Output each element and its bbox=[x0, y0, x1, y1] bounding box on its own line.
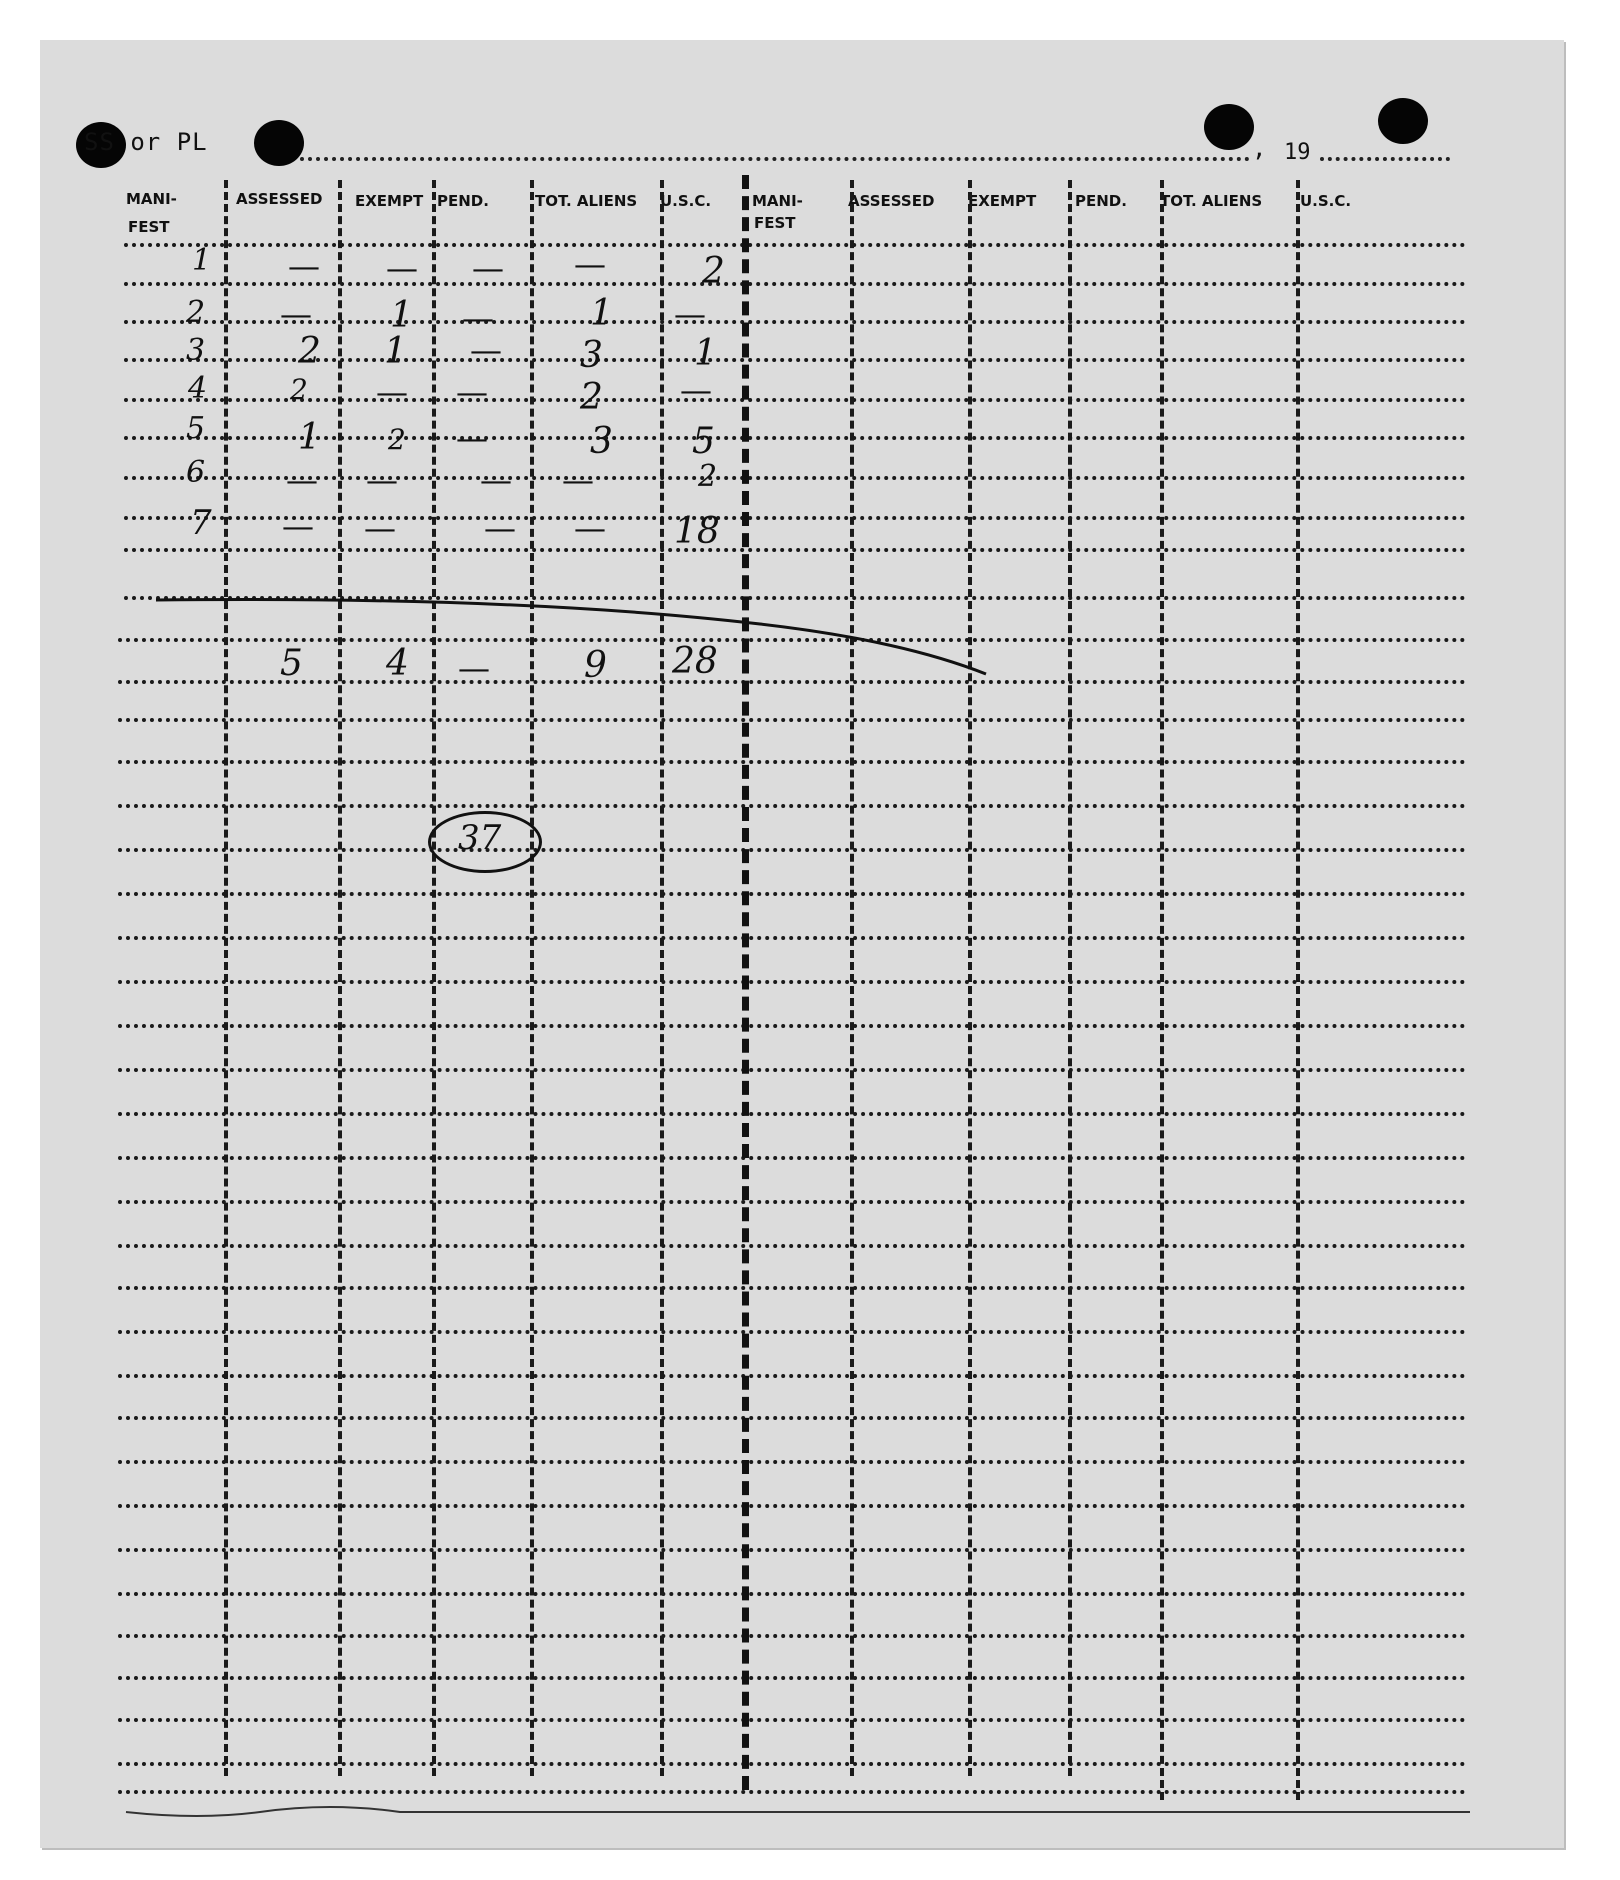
total-tot-aliens: 9 bbox=[584, 645, 607, 686]
row2-manifest: 2 bbox=[186, 295, 206, 330]
row2-assessed: — bbox=[280, 295, 312, 333]
row3-pend: — bbox=[470, 331, 502, 369]
row5-assessed: 1 bbox=[298, 417, 321, 458]
row2-usc: — bbox=[674, 295, 706, 333]
row3-usc: 1 bbox=[694, 333, 717, 374]
col-pend-right: PEND. bbox=[1075, 192, 1127, 210]
row4-exempt: — bbox=[376, 373, 408, 411]
row7-assessed: — bbox=[282, 507, 314, 545]
row2-exempt: 1 bbox=[390, 295, 413, 336]
col-assessed-left: ASSESSED bbox=[236, 190, 323, 208]
col-manifest-right-2: FEST bbox=[754, 214, 796, 232]
row7-exempt: — bbox=[364, 509, 396, 547]
row4-tot-aliens: 2 bbox=[580, 377, 603, 418]
vessel-label: SS or PL bbox=[84, 128, 208, 156]
row7-usc: 18 bbox=[674, 511, 720, 552]
year-comma: , bbox=[1252, 134, 1267, 162]
total-exempt: 4 bbox=[386, 643, 409, 684]
row1-assessed: — bbox=[288, 247, 320, 285]
col-pend-left: PEND. bbox=[437, 192, 489, 210]
row4-manifest: 4 bbox=[188, 371, 208, 406]
row4-usc: — bbox=[680, 371, 712, 409]
row3-tot-aliens: 3 bbox=[580, 335, 603, 376]
row5-tot-aliens: 3 bbox=[590, 421, 613, 462]
row6-manifest: 6 bbox=[186, 455, 206, 490]
row1-tot-aliens: — bbox=[574, 245, 606, 283]
year-label: 19 bbox=[1284, 140, 1311, 165]
row1-manifest: 1 bbox=[192, 243, 212, 278]
col-exempt-left: EXEMPT bbox=[355, 192, 424, 210]
row5-usc: 5 bbox=[692, 421, 715, 462]
row1-usc: 2 bbox=[702, 251, 725, 292]
row6-assessed: — bbox=[286, 461, 318, 499]
col-usc-left: U.S.C. bbox=[660, 192, 712, 210]
row2-tot-aliens: 1 bbox=[590, 293, 613, 334]
col-assessed-right: ASSESSED bbox=[848, 192, 935, 210]
grand-total: 37 bbox=[458, 818, 502, 858]
col-usc-right: U.S.C. bbox=[1300, 192, 1352, 210]
col-manifest-left-2: FEST bbox=[128, 218, 170, 236]
row1-pend: — bbox=[472, 249, 504, 287]
row6-exempt: — bbox=[366, 461, 398, 499]
row4-assessed: 2 bbox=[290, 373, 308, 406]
row5-exempt: 2 bbox=[388, 423, 406, 456]
row1-exempt: — bbox=[386, 249, 418, 287]
col-tot-aliens-right: TOT. ALIENS bbox=[1160, 192, 1263, 210]
bottom-wavy-line bbox=[126, 1807, 1470, 1816]
col-manifest-left: MANI- bbox=[126, 190, 177, 208]
row4-pend: — bbox=[456, 373, 488, 411]
row7-manifest: 7 bbox=[190, 503, 212, 543]
row7-tot-aliens: — bbox=[574, 509, 606, 547]
total-assessed: 5 bbox=[280, 643, 303, 684]
row6-tot-aliens: — bbox=[562, 461, 594, 499]
row3-assessed: 2 bbox=[298, 331, 321, 372]
total-pend: — bbox=[458, 649, 490, 687]
row6-pend: — bbox=[480, 461, 512, 499]
separator-stroke bbox=[156, 600, 986, 675]
col-manifest-right: MANI- bbox=[752, 192, 803, 210]
total-usc: 28 bbox=[672, 641, 718, 682]
row3-exempt: 1 bbox=[384, 331, 407, 372]
col-exempt-right: EXEMPT bbox=[968, 192, 1037, 210]
row2-pend: — bbox=[462, 299, 494, 337]
row6-usc: 2 bbox=[698, 459, 718, 494]
row5-pend: — bbox=[456, 419, 488, 457]
row5-manifest: 5 bbox=[186, 411, 206, 446]
col-tot-aliens-left: TOT. ALIENS bbox=[535, 192, 638, 210]
row7-pend: — bbox=[484, 509, 516, 547]
row3-manifest: 3 bbox=[186, 333, 206, 368]
